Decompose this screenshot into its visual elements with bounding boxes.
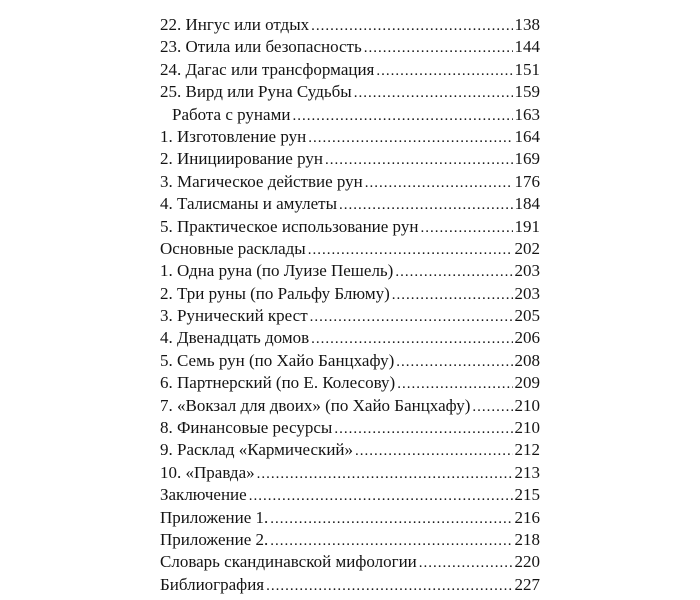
toc-entry bbox=[160, 551, 540, 573]
toc-entry-title: 25. Вирд или Руна Судьбы bbox=[160, 82, 352, 102]
toc-dot-leader bbox=[397, 373, 512, 395]
toc-entry bbox=[160, 171, 540, 193]
toc-dot-leader bbox=[308, 127, 512, 149]
toc-entry-title: 7. «Вокзал для двоих» (по Хайо Банцхафу) bbox=[160, 395, 471, 415]
toc-entry bbox=[160, 395, 540, 417]
toc-dot-leader bbox=[354, 82, 513, 104]
toc-entry bbox=[160, 484, 540, 506]
toc-entry bbox=[160, 126, 540, 148]
toc-dot-leader bbox=[311, 15, 512, 37]
toc-dot-leader bbox=[396, 351, 512, 373]
toc-entry-title: Библиография bbox=[160, 574, 265, 594]
toc-entry bbox=[160, 81, 540, 103]
toc-entry bbox=[160, 59, 540, 81]
toc-entry-page-number: 208 bbox=[514, 350, 540, 370]
toc-dot-leader bbox=[392, 284, 513, 306]
toc-dot-leader bbox=[292, 105, 512, 127]
toc-entry-title: Словарь скандинавской мифологии bbox=[160, 552, 417, 572]
toc-entry-title: 5. Практическое использование рун bbox=[160, 216, 419, 236]
toc-entry-title: Работа с рунами bbox=[172, 104, 291, 124]
toc-entry-page-number: 144 bbox=[514, 37, 540, 57]
toc-dot-leader bbox=[334, 418, 512, 440]
toc-entry bbox=[160, 238, 540, 260]
toc-entry-page-number: 163 bbox=[514, 104, 540, 124]
toc-entry-title: Основные расклады bbox=[160, 238, 306, 258]
toc-dot-leader bbox=[266, 575, 512, 597]
toc-entry-title: 3. Рунический крест bbox=[160, 306, 308, 326]
toc-entry-title: 1. Изготовление рун bbox=[160, 126, 307, 146]
toc-dot-leader bbox=[365, 172, 513, 194]
toc-entry-page-number: 164 bbox=[514, 126, 540, 146]
toc-entry bbox=[160, 305, 540, 327]
toc-entry bbox=[160, 350, 540, 372]
toc-entry-page-number: 151 bbox=[514, 59, 540, 79]
toc-entry-page-number: 169 bbox=[514, 149, 540, 169]
toc-dot-leader bbox=[376, 60, 512, 82]
toc-dot-leader bbox=[419, 552, 513, 574]
toc-entry-title: 3. Магическое действие рун bbox=[160, 171, 363, 191]
toc-entry-page-number: 215 bbox=[514, 485, 540, 505]
toc-dot-leader bbox=[355, 440, 512, 462]
toc-entry-title: 23. Отила или безопасность bbox=[160, 37, 362, 57]
toc-entry-title: 9. Расклад «Кармический» bbox=[160, 440, 354, 460]
toc-dot-leader bbox=[395, 261, 512, 283]
toc-entry-title: 1. Одна руна (по Луизе Пешель) bbox=[160, 261, 394, 281]
toc-entry-page-number: 213 bbox=[514, 462, 540, 482]
toc-entry-title: 10. «Правда» bbox=[160, 462, 255, 482]
toc-entry-title: Приложение 2. bbox=[160, 529, 269, 549]
toc-dot-leader bbox=[339, 194, 512, 216]
toc-dot-leader bbox=[270, 530, 512, 552]
toc-entry-page-number: 220 bbox=[514, 552, 540, 572]
toc-entry-title: 4. Талисманы и амулеты bbox=[160, 194, 338, 214]
toc-entry-page-number: 203 bbox=[514, 283, 540, 303]
toc-entry-page-number: 203 bbox=[514, 261, 540, 281]
toc-entry-page-number: 209 bbox=[514, 373, 540, 393]
toc-entry-title: 22. Ингус или отдых bbox=[160, 15, 310, 34]
toc-entry bbox=[160, 574, 540, 596]
toc-entry-page-number: 206 bbox=[514, 328, 540, 348]
toc-entry bbox=[160, 104, 540, 126]
toc-entry-page-number: 210 bbox=[514, 418, 540, 438]
toc-entry bbox=[160, 148, 540, 170]
toc-entry-page-number: 205 bbox=[514, 306, 540, 326]
toc-entry bbox=[160, 14, 540, 36]
toc-entry-title: 4. Двенадцать домов bbox=[160, 328, 310, 348]
toc-entry-page-number: 184 bbox=[514, 194, 540, 214]
toc-entry-title: 2. Инициирование рун bbox=[160, 149, 323, 169]
toc-entry bbox=[160, 529, 540, 551]
toc-entry bbox=[160, 417, 540, 439]
toc-entry bbox=[160, 462, 540, 484]
toc-entry-title: Приложение 1. bbox=[160, 507, 269, 527]
toc-entry-title: 24. Дагас или трансформация bbox=[160, 59, 375, 79]
toc-entry bbox=[160, 507, 540, 529]
toc-entry-title: 8. Финансовые ресурсы bbox=[160, 418, 333, 438]
toc-dot-leader bbox=[364, 37, 513, 59]
toc-dot-leader bbox=[472, 396, 512, 418]
toc-dot-leader bbox=[420, 217, 512, 239]
toc-entry-page-number: 227 bbox=[514, 574, 540, 594]
toc-entry-title: 5. Семь рун (по Хайо Банцхафу) bbox=[160, 350, 395, 370]
toc-dot-leader bbox=[308, 239, 513, 261]
toc-entry-title: 6. Партнерский (по Е. Колесову) bbox=[160, 373, 396, 393]
toc-entry-page-number: 218 bbox=[514, 529, 540, 549]
toc-entry-title: Заключение bbox=[160, 485, 247, 505]
toc-entry-page-number: 210 bbox=[514, 395, 540, 415]
toc-entry-page-number: 191 bbox=[514, 216, 540, 236]
toc-entry-page-number: 202 bbox=[514, 238, 540, 258]
toc-entry bbox=[160, 327, 540, 349]
toc-dot-leader bbox=[325, 149, 513, 171]
toc-entry bbox=[160, 260, 540, 282]
toc-dot-leader bbox=[257, 463, 513, 485]
toc-dot-leader bbox=[249, 485, 513, 507]
toc-entry bbox=[160, 193, 540, 215]
toc-entry-page-number: 212 bbox=[514, 440, 540, 460]
toc-dot-leader bbox=[270, 508, 512, 530]
toc-entry bbox=[160, 216, 540, 238]
toc-entry bbox=[160, 372, 540, 394]
toc-entry-title: 2. Три руны (по Ральфу Блюму) bbox=[160, 283, 390, 303]
toc-entry bbox=[160, 36, 540, 58]
toc-entry-page-number: 216 bbox=[514, 507, 540, 527]
toc-entry-page-number: 159 bbox=[514, 82, 540, 102]
toc-dot-leader bbox=[311, 328, 512, 350]
toc-entry bbox=[160, 283, 540, 305]
toc-dot-leader bbox=[310, 306, 513, 328]
table-of-contents bbox=[160, 14, 540, 596]
toc-entry bbox=[160, 439, 540, 461]
toc-entry-page-number: 138 bbox=[514, 15, 540, 34]
toc-entry-page-number: 176 bbox=[514, 171, 540, 191]
